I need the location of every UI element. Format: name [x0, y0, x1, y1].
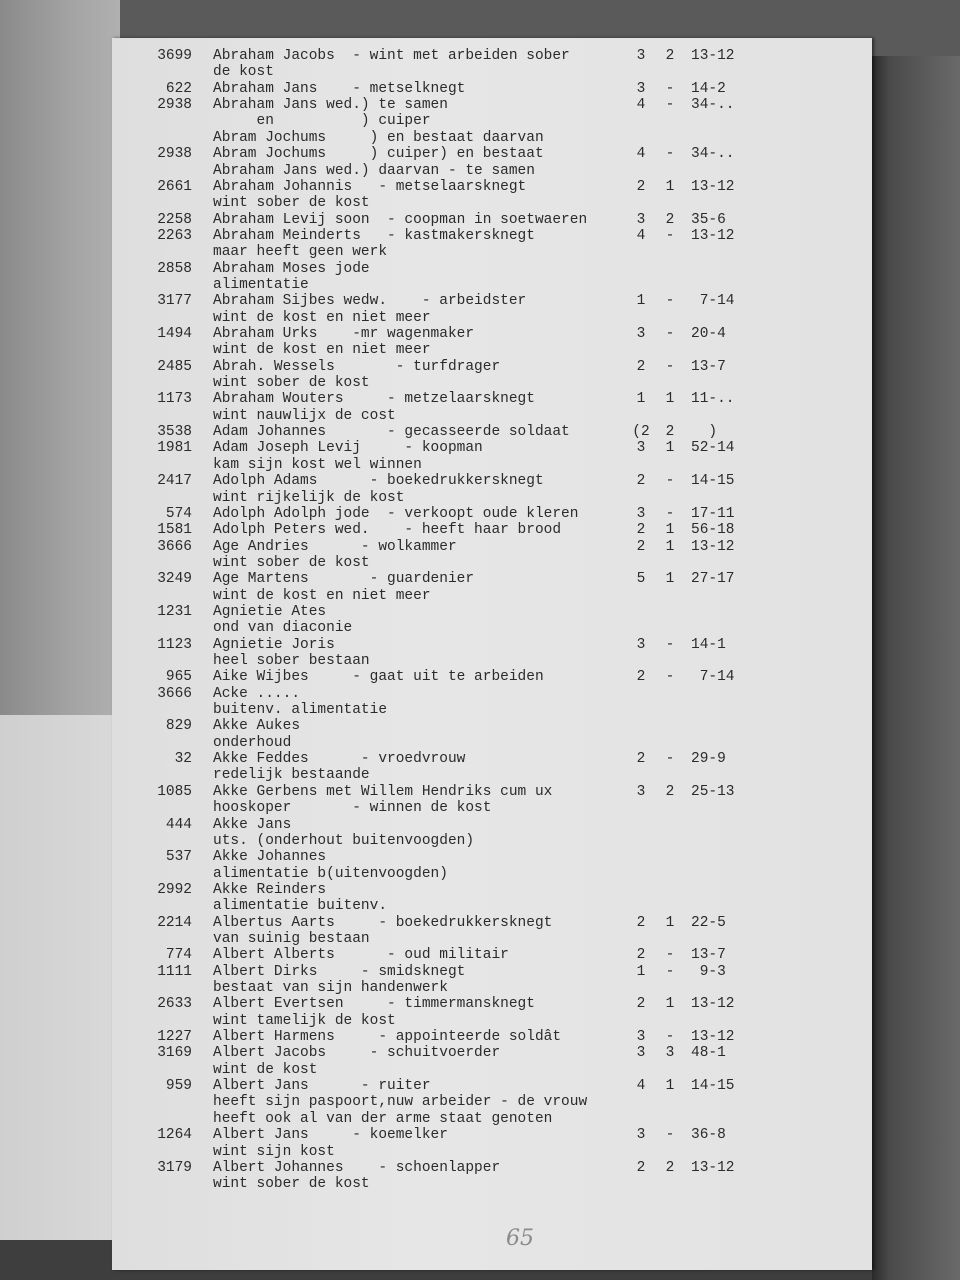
entry-col-3: 14-15 — [691, 473, 735, 490]
entry-col-2: 2 — [665, 1159, 675, 1176]
register-row — [112, 506, 872, 523]
entry-number: 2263 — [157, 227, 192, 244]
entry-number: 3169 — [157, 1045, 192, 1062]
entry-col-3: 22-5 — [691, 914, 726, 931]
register-row — [112, 931, 872, 948]
entry-col-1: 2 — [636, 178, 646, 195]
entry-col-3: 34-.. — [691, 97, 735, 114]
entry-col-1: 1 — [636, 391, 646, 408]
entry-col-1: 3 — [636, 1045, 646, 1062]
entry-col-3: 13-12 — [691, 178, 735, 195]
entry-col-2: - — [665, 326, 675, 342]
entry-col-2: 1 — [665, 1078, 675, 1095]
entry-col-1: (2 — [632, 424, 650, 441]
entry-col-3: 11-.. — [691, 391, 735, 408]
entry-col-2: - — [665, 1029, 675, 1045]
entry-col-1: 3 — [636, 505, 646, 522]
register-row — [112, 751, 872, 768]
entry-col-3: 29-9 — [691, 751, 726, 768]
register-row — [112, 849, 872, 866]
entry-col-2: - — [665, 669, 675, 686]
register-row — [112, 817, 872, 834]
entry-text: Albert Jans - ruiter — [213, 1078, 431, 1095]
entry-text: Abram Jochums ) en bestaat daarvan — [213, 129, 544, 146]
register-row — [112, 1127, 872, 1144]
entry-number: 574 — [165, 505, 192, 522]
entry-text: heeft ook al van der arme staat genoten — [213, 1110, 553, 1127]
register-row — [112, 391, 872, 408]
entry-number: 622 — [165, 80, 192, 97]
register-row — [112, 686, 872, 703]
register-row — [112, 980, 872, 997]
register-row — [112, 130, 872, 147]
entry-col-1: 2 — [636, 947, 646, 964]
entry-number: 3699 — [157, 48, 192, 64]
register-row — [112, 604, 872, 621]
register-row — [112, 1062, 872, 1079]
register-row — [112, 261, 872, 278]
register-row — [112, 767, 872, 784]
entry-col-2: 1 — [665, 391, 675, 408]
entry-col-2: 1 — [665, 914, 675, 931]
entry-text: Adam Johannes - gecasseerde soldaat — [213, 424, 570, 441]
register-row — [112, 81, 872, 98]
entry-text: Adolph Adolph jode - verkoopt oude kleren — [213, 505, 579, 522]
entry-col-3: 36-8 — [691, 1127, 726, 1144]
entry-col-2: - — [665, 146, 675, 163]
entry-col-2: - — [665, 293, 675, 310]
register-row — [112, 555, 872, 572]
register-row — [112, 833, 872, 850]
entry-col-1: 3 — [636, 783, 646, 800]
entry-col-2: 1 — [665, 178, 675, 195]
entry-number: 2992 — [157, 881, 192, 898]
entry-number: 2417 — [157, 473, 192, 490]
register-row — [112, 1029, 872, 1046]
entry-col-3: 13-12 — [691, 1029, 735, 1045]
register-row — [112, 637, 872, 654]
entry-text: heel sober bestaan — [213, 653, 370, 669]
entry-number: 2661 — [157, 178, 192, 195]
entry-number: 3249 — [157, 571, 192, 588]
register-row — [112, 866, 872, 883]
entry-text: Albert Jans - koemelker — [213, 1127, 448, 1144]
entry-text: Albert Jacobs - schuitvoerder — [213, 1045, 501, 1062]
entry-text: uts. (onderhout buitenvoogden) — [213, 832, 475, 849]
entry-text: wint de kost en niet meer — [213, 309, 431, 326]
entry-text: wint rijkelijk de kost — [213, 489, 405, 506]
entry-col-3: 34-.. — [691, 146, 735, 163]
entry-col-1: 2 — [636, 538, 646, 555]
entry-col-3: 56-18 — [691, 522, 735, 539]
register-row — [112, 653, 872, 670]
entry-text: Adolph Adams - boekedrukkersknegt — [213, 473, 544, 490]
entry-col-3: 14-2 — [691, 80, 726, 97]
entry-number: 1231 — [157, 603, 192, 620]
register-row — [112, 326, 872, 343]
entry-col-1: 2 — [636, 996, 646, 1013]
entry-text: de kost — [213, 64, 274, 81]
entry-text: Abraham Meinderts - kastmakersknegt — [213, 227, 535, 244]
register-row — [112, 1111, 872, 1128]
entry-text: Akke Aukes — [213, 718, 301, 735]
entry-number: 2938 — [157, 146, 192, 163]
entry-col-2: - — [665, 963, 675, 980]
entry-text: Abraham Moses jode — [213, 260, 370, 277]
entry-col-1: 2 — [636, 751, 646, 768]
register-row — [112, 1078, 872, 1095]
entry-col-1: 3 — [636, 1029, 646, 1045]
entry-col-2: - — [665, 947, 675, 964]
entry-col-1: 3 — [636, 636, 646, 653]
entry-text: Aike Wijbes - gaat uit te arbeiden — [213, 669, 544, 686]
register-row — [112, 48, 872, 65]
register-row — [112, 915, 872, 932]
entry-text: wint de kost — [213, 1061, 318, 1078]
register-row — [112, 473, 872, 490]
entry-text: Age Martens - guardenier — [213, 571, 475, 588]
entry-col-2: 2 — [665, 783, 675, 800]
entry-col-2: 3 — [665, 1045, 675, 1062]
entry-number: 774 — [165, 947, 192, 964]
entry-text: alimentatie buitenv. — [213, 898, 388, 915]
entry-text: ond van diaconie — [213, 620, 353, 637]
entry-text: wint sijn kost — [213, 1143, 335, 1160]
entry-col-1: 3 — [636, 48, 646, 64]
entry-number: 1494 — [157, 326, 192, 342]
entry-text: Akke Gerbens met Willem Hendriks cum ux — [213, 783, 553, 800]
register-row — [112, 146, 872, 163]
entry-col-1: 5 — [636, 571, 646, 588]
entry-text: Acke ..... — [213, 685, 301, 702]
entry-col-3: 25-13 — [691, 783, 735, 800]
register-row — [112, 490, 872, 507]
entry-col-2: - — [665, 505, 675, 522]
entry-col-3: 17-11 — [691, 505, 735, 522]
register-row — [112, 424, 872, 441]
entry-number: 1264 — [157, 1127, 192, 1144]
entry-text: Albert Johannes - schoenlapper — [213, 1159, 501, 1176]
entry-text: Albert Dirks - smidsknegt — [213, 963, 466, 980]
register-row — [112, 996, 872, 1013]
entry-col-3: 27-17 — [691, 571, 735, 588]
entry-text: Akke Johannes — [213, 849, 327, 866]
entry-text: Abraham Jans wed.) te samen — [213, 97, 448, 114]
entry-text: Albertus Aarts - boekedrukkersknegt — [213, 914, 553, 931]
entry-text: Albert Evertsen - timmermansknegt — [213, 996, 535, 1013]
register-row — [112, 359, 872, 376]
entry-col-2: 1 — [665, 538, 675, 555]
register-row — [112, 702, 872, 719]
entry-text: Agnietie Joris — [213, 636, 335, 653]
entry-text: redelijk bestaande — [213, 767, 370, 784]
entry-text: buitenv. alimentatie — [213, 702, 388, 718]
entry-text: Abraham Levij soon - coopman in soetwaeren — [213, 211, 588, 228]
entry-text: hooskoper - winnen de kost — [213, 800, 492, 817]
entry-text: heeft sijn paspoort,nuw arbeider - de vrouw — [213, 1094, 588, 1111]
entry-col-1: 2 — [636, 522, 646, 539]
entry-col-2: 2 — [665, 211, 675, 228]
register-row — [112, 1094, 872, 1111]
entry-col-3: ) — [691, 424, 718, 441]
register-row — [112, 1013, 872, 1030]
entry-text: bestaat van sijn handenwerk — [213, 980, 448, 996]
register-row — [112, 800, 872, 817]
entry-text: Adam Joseph Levij - koopman — [213, 440, 483, 457]
register-row — [112, 1045, 872, 1062]
entry-number: 1111 — [157, 963, 192, 980]
entry-text: van suinig bestaan — [213, 930, 370, 947]
entry-text: Abraham Wouters - metzelaarsknegt — [213, 391, 535, 408]
entry-col-1: 2 — [636, 358, 646, 375]
entry-text: Abram Jochums ) cuiper) en bestaat — [213, 146, 544, 163]
entry-text: wint nauwlijx de cost — [213, 407, 396, 424]
register-row — [112, 539, 872, 556]
register-row — [112, 408, 872, 425]
entry-number: 3177 — [157, 293, 192, 310]
register-row — [112, 964, 872, 981]
entry-number: 2258 — [157, 211, 192, 228]
entry-number: 32 — [174, 751, 192, 768]
register-row — [112, 310, 872, 327]
entry-number: 959 — [165, 1078, 192, 1095]
entry-number: 537 — [165, 849, 192, 866]
register-row — [112, 440, 872, 457]
register-row — [112, 620, 872, 637]
background-left-lower — [0, 715, 118, 1280]
entry-col-1: 3 — [636, 440, 646, 457]
entry-col-1: 3 — [636, 1127, 646, 1144]
register-row — [112, 669, 872, 686]
entry-number: 444 — [165, 816, 192, 833]
register-row — [112, 212, 872, 229]
entry-text: Akke Feddes - vroedvrouw — [213, 751, 466, 768]
entry-text: Abraham Johannis - metselaarsknegt — [213, 178, 527, 195]
entry-col-1: 2 — [636, 1159, 646, 1176]
entry-number: 829 — [165, 718, 192, 735]
entry-text: Akke Jans — [213, 816, 292, 833]
register-row — [112, 163, 872, 180]
entry-text: alimentatie — [213, 276, 309, 293]
register-row — [112, 898, 872, 915]
register-row — [112, 97, 872, 114]
entry-col-2: 1 — [665, 996, 675, 1013]
entry-col-3: 13-12 — [691, 996, 735, 1013]
entry-col-3: 52-14 — [691, 440, 735, 457]
entry-number: 3538 — [157, 424, 192, 441]
entry-col-1: 4 — [636, 227, 646, 244]
entry-number: 2633 — [157, 996, 192, 1013]
entry-number: 2485 — [157, 358, 192, 375]
entry-col-2: - — [665, 636, 675, 653]
entry-col-3: 13-7 — [691, 947, 726, 964]
entry-number: 1581 — [157, 522, 192, 539]
entry-col-1: 1 — [636, 963, 646, 980]
entry-text: Age Andries - wolkammer — [213, 538, 457, 555]
entry-col-2: - — [665, 1127, 675, 1144]
entry-text: wint de kost en niet meer — [213, 587, 431, 604]
entry-text: Adolph Peters wed. - heeft haar brood — [213, 522, 562, 539]
entry-col-1: 4 — [636, 97, 646, 114]
register-row — [112, 588, 872, 605]
entry-text: wint tamelijk de kost — [213, 1012, 396, 1029]
entry-col-3: 20-4 — [691, 326, 726, 342]
entry-text: alimentatie b(uitenvoogden) — [213, 865, 448, 882]
entry-text: Agnietie Ates — [213, 603, 327, 620]
entry-col-2: - — [665, 80, 675, 97]
register-row — [112, 195, 872, 212]
entry-text: wint sober de kost — [213, 375, 370, 391]
entry-text: Albert Harmens - appointeerde soldât — [213, 1029, 562, 1045]
entry-col-2: 2 — [665, 48, 675, 64]
background-right — [872, 56, 960, 1280]
entry-col-1: 2 — [636, 914, 646, 931]
entry-number: 965 — [165, 669, 192, 686]
entry-number: 3666 — [157, 538, 192, 555]
entry-col-3: 13-12 — [691, 227, 735, 244]
entry-col-2: - — [665, 97, 675, 114]
entry-text: Abraham Jans - metselknegt — [213, 80, 466, 97]
register-row — [112, 64, 872, 81]
entry-text: wint sober de kost — [213, 1176, 370, 1193]
entry-text: Abraham Jans wed.) daarvan - te samen — [213, 162, 535, 179]
entry-col-1: 3 — [636, 80, 646, 97]
register-row — [112, 947, 872, 964]
entry-col-1: 4 — [636, 146, 646, 163]
entry-col-1: 3 — [636, 326, 646, 342]
entry-number: 1085 — [157, 783, 192, 800]
register-row — [112, 244, 872, 261]
entry-text: maar heeft geen werk — [213, 244, 388, 261]
register-row — [112, 522, 872, 539]
entry-text: Abraham Jacobs - wint met arbeiden sober — [213, 48, 570, 64]
entry-text: Abraham Sijbes wedw. - arbeidster — [213, 293, 527, 310]
register-row — [112, 784, 872, 801]
entry-col-3: 13-12 — [691, 538, 735, 555]
entry-text: Albert Alberts - oud militair — [213, 947, 509, 964]
entry-col-1: 4 — [636, 1078, 646, 1095]
entry-col-3: 48-1 — [691, 1045, 726, 1062]
register-row — [112, 228, 872, 245]
entry-col-3: 7-14 — [691, 293, 735, 310]
register-row — [112, 277, 872, 294]
entry-text: kam sijn kost wel winnen — [213, 456, 422, 473]
entry-col-3: 14-15 — [691, 1078, 735, 1095]
entry-col-3: 13-12 — [691, 48, 735, 64]
entry-col-3: 13-12 — [691, 1159, 735, 1176]
register-row — [112, 1176, 872, 1193]
register-row — [112, 179, 872, 196]
entry-text: Abraham Urks -mr wagenmaker — [213, 326, 475, 342]
entry-col-3: 13-7 — [691, 358, 726, 375]
register-row — [112, 113, 872, 130]
entry-col-3: 9-3 — [691, 963, 726, 980]
entry-col-2: 1 — [665, 440, 675, 457]
entry-number: 3179 — [157, 1159, 192, 1176]
entry-number: 1123 — [157, 636, 192, 653]
entry-number: 2938 — [157, 97, 192, 114]
register-row — [112, 571, 872, 588]
entry-text: Abrah. Wessels - turfdrager — [213, 358, 501, 375]
entry-text: en ) cuiper — [213, 113, 431, 130]
register-row — [112, 1144, 872, 1161]
entry-number: 1981 — [157, 440, 192, 457]
register-row — [112, 718, 872, 735]
register-row — [112, 882, 872, 899]
register-row — [112, 735, 872, 752]
entry-number: 3666 — [157, 685, 192, 702]
entry-text: wint sober de kost — [213, 195, 370, 212]
entry-col-2: 1 — [665, 522, 675, 539]
entry-col-1: 2 — [636, 473, 646, 490]
entry-col-3: 35-6 — [691, 211, 726, 228]
entry-text: onderhoud — [213, 734, 292, 751]
entry-text: wint sober de kost — [213, 554, 370, 571]
register-row — [112, 342, 872, 359]
entry-col-2: - — [665, 358, 675, 375]
entry-col-3: 7-14 — [691, 669, 735, 686]
entry-col-1: 3 — [636, 211, 646, 228]
entry-col-3: 14-1 — [691, 636, 726, 653]
entry-col-2: 1 — [665, 571, 675, 588]
register-row — [112, 1160, 872, 1177]
entry-number: 1227 — [157, 1029, 192, 1045]
entry-col-1: 2 — [636, 669, 646, 686]
document-page — [112, 38, 872, 1270]
entry-number: 1173 — [157, 391, 192, 408]
page-number: 65 — [506, 1226, 534, 1251]
entry-number: 2858 — [157, 260, 192, 277]
entry-col-2: 2 — [665, 424, 675, 441]
entry-col-2: - — [665, 227, 675, 244]
entry-text: wint de kost en niet meer — [213, 342, 431, 359]
entry-text: Akke Reinders — [213, 881, 327, 898]
entry-col-2: - — [665, 751, 675, 768]
register-row — [112, 293, 872, 310]
entry-col-2: - — [665, 473, 675, 490]
entry-col-1: 1 — [636, 293, 646, 310]
register-row — [112, 457, 872, 474]
entry-number: 2214 — [157, 914, 192, 931]
register-row — [112, 375, 872, 392]
